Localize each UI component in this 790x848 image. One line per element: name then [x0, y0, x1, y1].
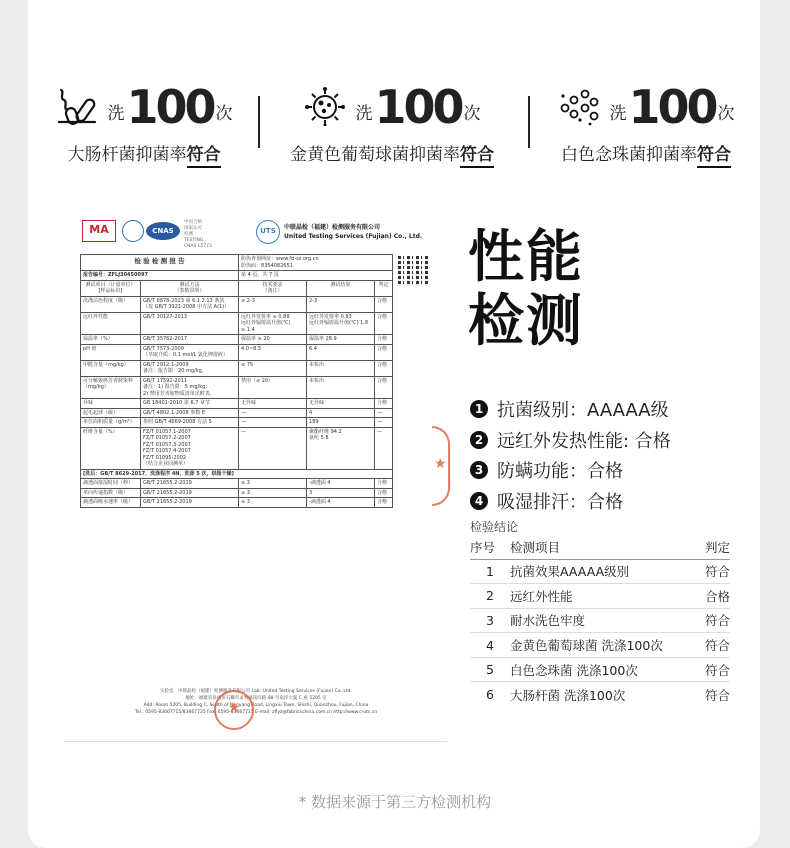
- report-row: [81, 408, 393, 418]
- number-badge: 4: [470, 492, 488, 510]
- cocci-cluster-icon: [557, 86, 601, 126]
- lab-name-en: United Testing Services (Fujian) Co., Ltd.: [284, 233, 423, 240]
- uts-logo: UTS: [256, 220, 280, 244]
- report-cell: GB/T 30127-2013: [141, 312, 239, 335]
- report-cell: 起毛起球（级）: [81, 408, 141, 418]
- virus-icon: [303, 86, 347, 126]
- feature-text: 抗菌级别：AAAAA级: [497, 400, 669, 422]
- report-cell: GB/T 21655.2-2019: [141, 479, 239, 489]
- report-cell: —: [239, 418, 307, 428]
- official-stamp: [214, 690, 254, 730]
- report-row: [81, 312, 393, 335]
- feature-item: [470, 455, 671, 486]
- stat-candida: [546, 78, 746, 168]
- report-cell: 单向传递指数（级）: [81, 488, 141, 498]
- report-cell: 合格: [375, 335, 393, 345]
- report-cell: 聚酯纤维 94.2 氨纶 5.8: [307, 427, 375, 469]
- report-cell: 单位面积质量（g/m²）: [81, 418, 141, 428]
- ilac-logo: [122, 220, 144, 242]
- report-cell: 保温率 28.9: [307, 335, 375, 345]
- rod-bacteria-icon: [55, 86, 99, 126]
- times-label: 次: [717, 104, 735, 124]
- wash-label: 洗: [355, 104, 373, 124]
- report-header: [80, 218, 432, 248]
- section-title-line: 检测: [468, 289, 584, 354]
- table-row: [470, 559, 730, 584]
- report-row: [81, 488, 393, 498]
- stat-desc-text: 金黄色葡萄球菌抑菌率: [290, 145, 460, 165]
- row-item: 金黄色葡萄球菌 洗涤100次: [510, 633, 700, 658]
- report-cell: ≤ 75: [239, 360, 307, 376]
- report-cell: 3: [307, 488, 375, 498]
- report-row: [81, 418, 393, 428]
- report-cell: 合格: [375, 344, 393, 360]
- test-report-document: [80, 218, 432, 730]
- lab-name: [284, 223, 422, 241]
- feature-text: 防螨功能：合格: [497, 461, 623, 483]
- report-cell: 4: [307, 408, 375, 418]
- report-col-header: 测试结果: [307, 280, 375, 296]
- col-header-item: 检测项目: [510, 535, 700, 559]
- anti-fake-info: [239, 255, 393, 271]
- report-col-header: 测试方法 （参数说明）: [141, 280, 239, 296]
- report-header-row: [81, 280, 393, 296]
- row-item: 远红外性能: [510, 584, 700, 609]
- report-row: [81, 360, 393, 376]
- stat-ecoli: [54, 78, 234, 168]
- table-row: [470, 682, 730, 707]
- row-result: 符合: [700, 657, 730, 682]
- stat-description: [272, 140, 512, 165]
- report-cell: ≥ 3: [239, 488, 307, 498]
- report-cell: 合格: [375, 296, 393, 312]
- wash-count: 100: [374, 80, 462, 134]
- report-row: [81, 335, 393, 345]
- stat-description: [546, 140, 746, 165]
- report-cell: GB/T 8878-2023 第 6.1.2.13 条款 （按 GB/T 3921-2008 中方法 A(1)）: [141, 296, 239, 312]
- section-title: [468, 226, 584, 354]
- report-cell: —: [375, 418, 393, 428]
- feature-text: 吸湿排汗：合格: [497, 491, 623, 513]
- report-row: [81, 427, 393, 469]
- conclusion-table: [470, 535, 730, 707]
- divider: [528, 96, 530, 148]
- cma-logo: MA: [82, 220, 116, 242]
- report-cell: 合格: [375, 360, 393, 376]
- row-index: 6: [486, 687, 494, 703]
- divider: [64, 741, 447, 742]
- times-label: 次: [215, 104, 233, 124]
- footer-line: 实验室：中联晶检（福建）检测服务有限公司 Lab: United Testing Services (Fujian) Co.,Ltd.: [160, 689, 352, 694]
- report-cell: 禁用（≤ 20）: [239, 376, 307, 399]
- report-title: 检 验 检 测 报 告: [81, 255, 239, 271]
- report-cell: -滴透面 4: [307, 498, 375, 508]
- report-cell: —: [239, 408, 307, 418]
- report-cell: ≥ 3: [239, 479, 307, 489]
- table-header-row: [470, 535, 730, 559]
- report-cell: 合格: [375, 312, 393, 335]
- report-cell: 参照 GB/T 4669-2008 方法 5: [141, 418, 239, 428]
- report-row: [81, 399, 393, 409]
- number-badge: 1: [470, 400, 488, 418]
- report-cell: 未检出: [307, 376, 375, 399]
- report-row: [81, 469, 393, 479]
- report-cell: 合格: [375, 498, 393, 508]
- report-cell: FZ/T 01057.1-2007 FZ/T 01057.2-2007 FZ/T 01057.3-2007 FZ/T 01057.4-2007 FZ/T 01095-2002 （结合企业回溯单）: [141, 427, 239, 469]
- row-result: 符合: [700, 559, 730, 584]
- report-cell: 无异味: [239, 399, 307, 409]
- row-index: 5: [470, 657, 510, 682]
- report-cell: 6.4: [307, 344, 375, 360]
- report-cell: 合格: [375, 399, 393, 409]
- footer-line: 地址：福建省泉州市石狮市灵秀镇南洋路 88 号南洋大厦 C 座 5205 室: [185, 696, 327, 701]
- report-cell: 合格: [375, 488, 393, 498]
- times-label: 次: [463, 104, 481, 124]
- report-cell: 保温率 ≥ 20: [239, 335, 307, 345]
- report-cell: 未检出: [307, 360, 375, 376]
- feature-item: [470, 486, 671, 517]
- report-cell: GB/T 21655.2-2019: [141, 488, 239, 498]
- row-index: 2: [470, 584, 510, 609]
- report-cell: ≥ 3: [239, 498, 307, 508]
- report-cell: 保温率（%）: [81, 335, 141, 345]
- report-col-header: 测试项目（计量单位） [样品标识]: [81, 280, 141, 296]
- report-number: 报告编号：ZFLJ30450097: [81, 271, 239, 281]
- report-cell: 合格: [375, 479, 393, 489]
- report-cell: GB/T 4802.1-2008 参数 E: [141, 408, 239, 418]
- report-cell: ≥ 2-3: [239, 296, 307, 312]
- report-cell: 189: [307, 418, 375, 428]
- report-cell: 滴透面接湿时间（秒）: [81, 479, 141, 489]
- table-row: [470, 584, 730, 609]
- stat-desc-result: 符合: [697, 145, 731, 168]
- stat-desc-result: 符合: [187, 145, 221, 168]
- row-result: 符合: [700, 633, 730, 658]
- report-cell: 洗涤沾色程度（级）: [81, 296, 141, 312]
- stat-desc-text: 白色念珠菌抑菌率: [561, 145, 697, 165]
- report-cell: 远红外发射率 0.93 远红外辐射温升值(℃) 1.8: [307, 312, 375, 335]
- row-item: 白色念珠菌 洗涤100次: [510, 657, 700, 682]
- cnas-logo: CNAS: [146, 222, 180, 240]
- report-row: [81, 376, 393, 399]
- row-result: 符合: [700, 608, 730, 633]
- table-row: [470, 633, 730, 658]
- wash-count: 100: [628, 80, 716, 134]
- report-cell: —: [239, 427, 307, 469]
- report-cell: GB/T 7573-2009 （萃取介质：0.1 mol/L 氯化钾溶液）: [141, 344, 239, 360]
- wash-label: 洗: [609, 104, 627, 124]
- report-col-header: 技术要求 （备注）: [239, 280, 307, 296]
- feature-text: 远红外发热性能: 合格: [497, 430, 671, 452]
- report-row: [81, 344, 393, 360]
- report-cell: 合格: [375, 376, 393, 399]
- row-result: 符合: [704, 687, 730, 703]
- report-footer: [80, 688, 432, 716]
- table-row: [470, 608, 730, 633]
- report-cell: 甲醛含量（mg/kg）: [81, 360, 141, 376]
- row-result: 合格: [700, 584, 730, 609]
- report-cell: 远红外性能: [81, 312, 141, 335]
- wash-label: 洗: [107, 104, 125, 124]
- report-cell: 无异味: [307, 399, 375, 409]
- number-badge: 2: [470, 431, 488, 449]
- row-index: 3: [470, 608, 510, 633]
- report-cell: GB 18401-2010 第 6.7 章节: [141, 399, 239, 409]
- seam-stamp: ★: [432, 426, 450, 506]
- row-index: 4: [470, 633, 510, 658]
- report-cell: 可分解致癌芳香胺染料（mg/kg）: [81, 376, 141, 399]
- report-row: [81, 296, 393, 312]
- report-cell: —: [375, 408, 393, 418]
- stat-staph: [272, 78, 512, 168]
- report-cell: 异味: [81, 399, 141, 409]
- row-item: 抗菌效果AAAAA级别: [510, 559, 700, 584]
- report-cell: 纤维含量（%）: [81, 427, 141, 469]
- anti-fake-url: 防伪查询网址：www.fd-sz.org.cn: [241, 256, 319, 262]
- table-row: [470, 657, 730, 682]
- stat-desc-text: 大肠杆菌抑菌率: [67, 145, 187, 165]
- report-cell: GB/T 21655.2-2019: [141, 498, 239, 508]
- report-row: [81, 479, 393, 489]
- lab-name-cn: 中联晶检（福建）检测服务有限公司: [284, 224, 381, 231]
- stat-desc-result: 符合: [460, 145, 494, 168]
- stat-description: [54, 140, 234, 165]
- row-item: 耐水洗色牢度: [510, 608, 700, 633]
- report-table: [80, 254, 393, 508]
- report-cell: 4.0~8.5: [239, 344, 307, 360]
- data-source-note: * 数据来源于第三方检测机构: [298, 793, 492, 811]
- report-cell: GB/T 17592-2011 备注：1) 报告限：5 mg/kg； 2) 禁用芳香胺物质清单见附表。: [141, 376, 239, 399]
- report-cell: GB/T 2912.1-2009 备注：报告限：20 mg/kg。: [141, 360, 239, 376]
- report-col-header: 判定: [375, 280, 393, 296]
- feature-list: [470, 394, 671, 516]
- divider: [258, 96, 260, 148]
- report-cell: —: [375, 427, 393, 469]
- col-header-index: 序号: [470, 535, 510, 559]
- report-cell: [洗后：GB/T 8629-2017，洗涤程序 4N，洗涤 5 次，烘箱干燥]: [81, 469, 393, 479]
- footer-line: Tel.: 0595-83667715/83667725 Fax: 0595-83667715 E-mail: zflyz@fabricschina.com.cn http://www.c-uts.cn: [134, 710, 378, 715]
- qr-code: [398, 256, 428, 286]
- report-cell: 2-3: [307, 296, 375, 312]
- section-title-line: 性能: [468, 225, 584, 290]
- row-item: 大肠杆菌 洗涤100次: [510, 687, 626, 703]
- report-cell: -滴透面 4: [307, 479, 375, 489]
- feature-item: [470, 394, 671, 425]
- footer-line: Add: Room 5205, Building C, South of Nanyang Road, Lingxiu Town, Shishi, Quanzhou, Fujian, China: [143, 703, 369, 708]
- col-header-result: 判定: [700, 535, 730, 559]
- report-cell: 滴透面吸水速率（级）: [81, 498, 141, 508]
- wash-count: 100: [126, 80, 214, 134]
- feature-item: [470, 425, 671, 456]
- report-row: [81, 498, 393, 508]
- page-number: 第 4 页，共 7 页: [239, 271, 393, 281]
- number-badge: 3: [470, 461, 488, 479]
- report-cell: pH 值: [81, 344, 141, 360]
- row-index: 1: [470, 559, 510, 584]
- accreditation-text: 中国合格 国家认可 检测 TESTING CNAS L5773: [184, 220, 212, 249]
- anti-fake-code: 防伪码：8354082651: [241, 262, 293, 269]
- report-cell: 远红外发射率 ≥ 0.88 远红外辐射温升值(℃) ≥ 1.4: [239, 312, 307, 335]
- report-cell: GB/T 35762-2017: [141, 335, 239, 345]
- conclusion-title: 检验结论: [470, 520, 519, 534]
